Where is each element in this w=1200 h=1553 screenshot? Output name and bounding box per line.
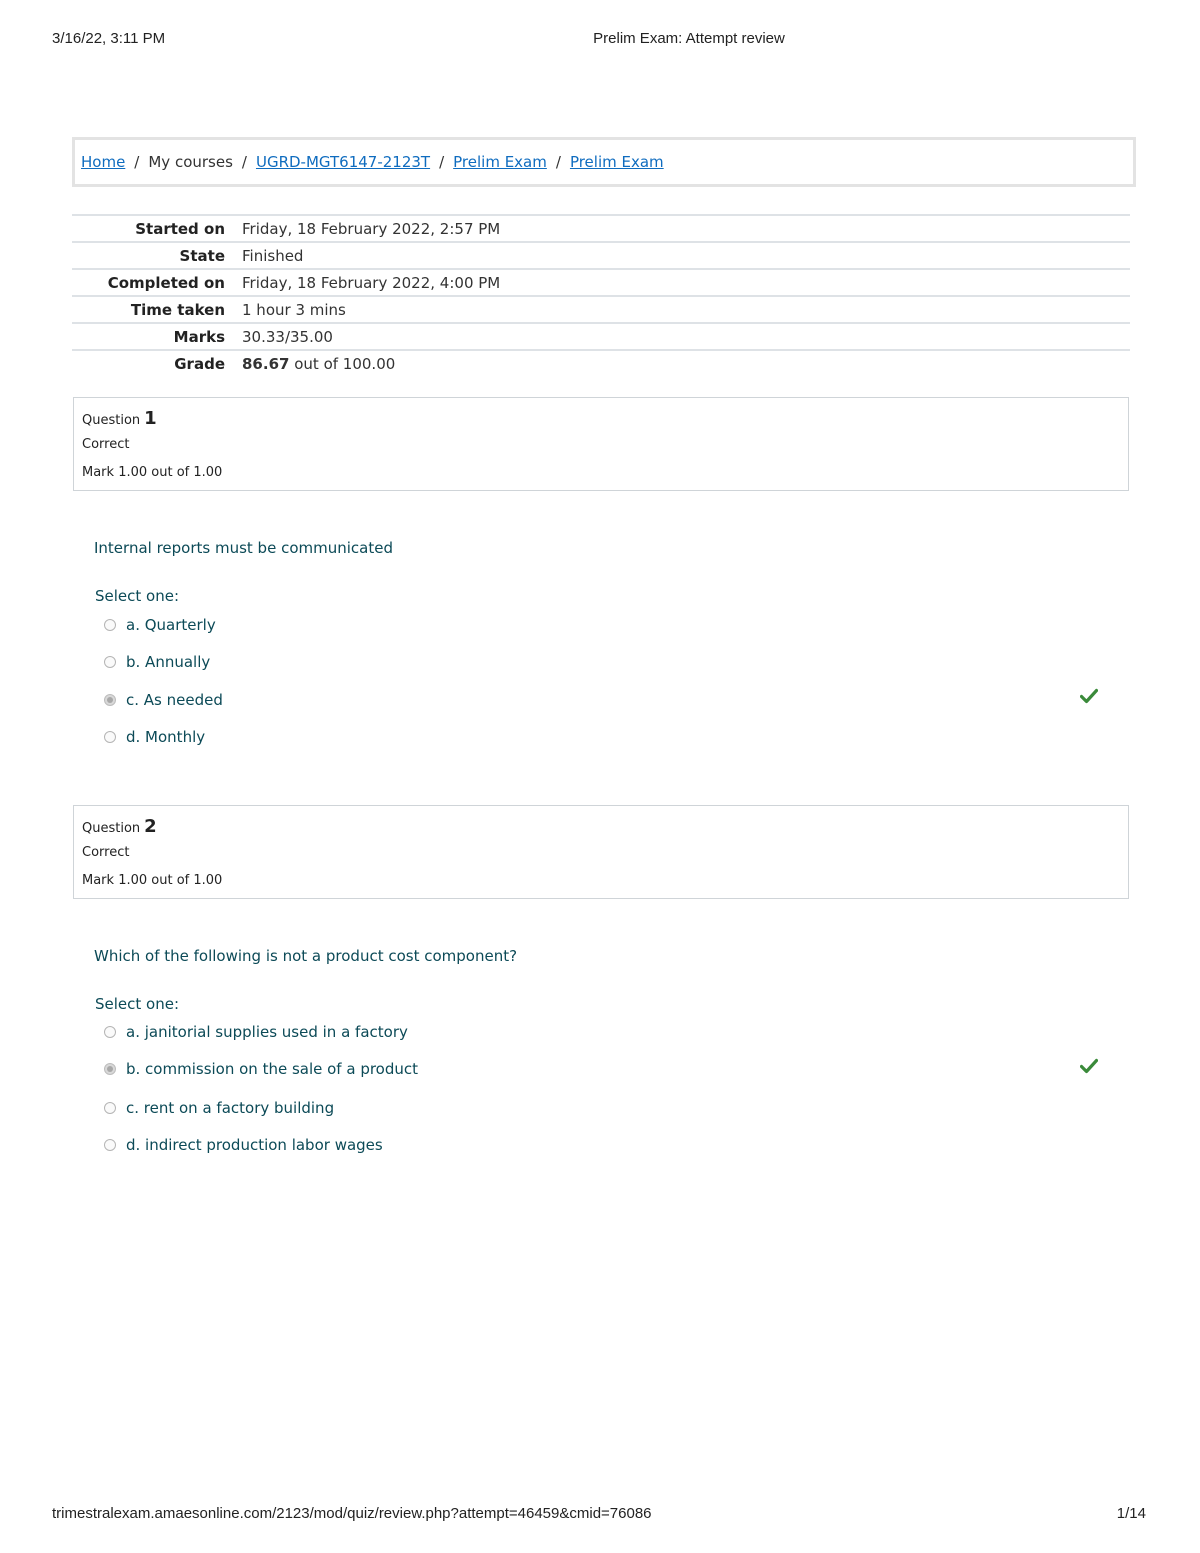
state-value: Finished <box>242 246 304 265</box>
radio-button[interactable] <box>104 731 116 743</box>
print-footer <box>0 1505 1200 1525</box>
option-label: c. rent on a factory building <box>126 1099 335 1117</box>
marks-value: 30.33/35.00 <box>242 327 333 346</box>
breadcrumb-section-link[interactable]: Prelim Exam <box>453 153 547 171</box>
completed-on-value: Friday, 18 February 2022, 4:00 PM <box>242 273 501 292</box>
radio-button[interactable] <box>104 619 116 631</box>
grade-label: Grade <box>174 354 225 373</box>
question-label: Question <box>82 413 141 428</box>
question-state: Correct <box>82 845 130 860</box>
breadcrumb-separator: / <box>555 153 561 171</box>
summary-row-marks <box>72 322 1130 349</box>
question-label: Question <box>82 821 141 836</box>
question-1-text: Internal reports must be communicated <box>94 539 393 557</box>
question-2-prompt: Select one: <box>95 995 180 1013</box>
question-number-value: 1 <box>144 408 157 429</box>
summary-row-started-on <box>72 214 1130 241</box>
grade-value-wrap <box>242 355 395 373</box>
breadcrumb-quiz-link[interactable]: Prelim Exam <box>569 153 664 171</box>
question-grade: Mark 1.00 out of 1.00 <box>82 465 223 480</box>
question-1-option-c[interactable] <box>104 691 223 709</box>
question-1-option-a[interactable] <box>104 616 216 634</box>
option-label: c. As needed <box>126 691 223 709</box>
state-label: State <box>179 246 225 265</box>
summary-row-grade <box>72 349 1130 376</box>
correct-check-icon <box>1080 688 1098 704</box>
question-2-option-c[interactable] <box>104 1099 334 1117</box>
print-datetime: 3/16/22, 3:11 PM <box>52 30 166 47</box>
started-on-value: Friday, 18 February 2022, 2:57 PM <box>242 219 501 238</box>
radio-button-selected[interactable] <box>104 1063 116 1075</box>
breadcrumb-separator: / <box>241 153 247 171</box>
option-label: b. commission on the sale of a product <box>126 1060 419 1078</box>
question-number <box>82 816 157 837</box>
breadcrumb-home-link[interactable]: Home <box>81 153 126 171</box>
question-number <box>82 408 157 429</box>
completed-on-label: Completed on <box>107 273 225 292</box>
option-label: d. Monthly <box>126 728 206 746</box>
print-page-number: 1/14 <box>1116 1505 1146 1522</box>
print-header <box>0 30 1200 50</box>
question-1-info <box>73 397 1129 491</box>
question-2-text: Which of the following is not a product cost component? <box>94 947 518 965</box>
option-label: b. Annually <box>126 653 211 671</box>
summary-row-state <box>72 241 1130 268</box>
question-2-option-a[interactable] <box>104 1023 408 1041</box>
radio-button[interactable] <box>104 1102 116 1114</box>
time-taken-label: Time taken <box>130 300 225 319</box>
summary-row-completed-on <box>72 268 1130 295</box>
attempt-summary-table <box>72 214 1130 376</box>
question-grade: Mark 1.00 out of 1.00 <box>82 873 223 888</box>
question-1-prompt: Select one: <box>95 587 180 605</box>
time-taken-value: 1 hour 3 mins <box>242 300 346 319</box>
question-state: Correct <box>82 437 130 452</box>
breadcrumb <box>72 137 1136 187</box>
breadcrumb-separator: / <box>134 153 140 171</box>
grade-value: 86.67 <box>242 354 290 373</box>
question-1-option-b[interactable] <box>104 653 210 671</box>
radio-button[interactable] <box>104 1026 116 1038</box>
summary-row-time-taken <box>72 295 1130 322</box>
question-number-value: 2 <box>144 816 157 837</box>
print-url: trimestralexam.amaesonline.com/2123/mod/quiz/review.php?attempt=46459&cmid=76086 <box>52 1505 652 1522</box>
option-label: a. janitorial supplies used in a factory <box>126 1023 408 1041</box>
correct-check-icon <box>1080 1058 1098 1074</box>
option-label: a. Quarterly <box>126 616 216 634</box>
breadcrumb-course-link[interactable]: UGRD-MGT6147-2123T <box>255 153 431 171</box>
radio-button[interactable] <box>104 656 116 668</box>
marks-label: Marks <box>173 327 225 346</box>
print-page-title: Prelim Exam: Attempt review <box>593 30 785 47</box>
radio-button[interactable] <box>104 1139 116 1151</box>
grade-suffix: out of 100.00 <box>294 354 396 373</box>
question-2-info <box>73 805 1129 899</box>
started-on-label: Started on <box>135 219 225 238</box>
question-1-option-d[interactable] <box>104 728 205 746</box>
question-2-option-b[interactable] <box>104 1060 418 1078</box>
breadcrumb-separator: / <box>439 153 445 171</box>
option-label: d. indirect production labor wages <box>126 1136 383 1154</box>
radio-button-selected[interactable] <box>104 694 116 706</box>
question-2-option-d[interactable] <box>104 1136 383 1154</box>
breadcrumb-my-courses: My courses <box>148 153 233 171</box>
